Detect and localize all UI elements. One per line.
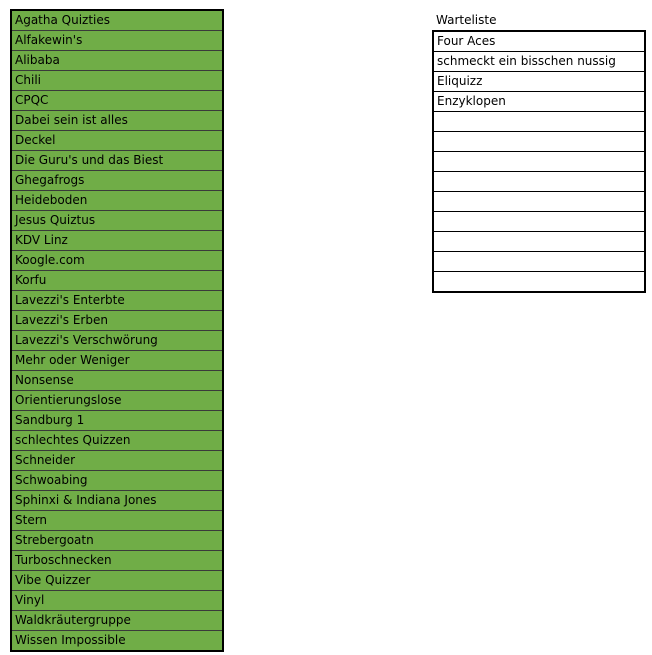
team-cell[interactable]: Dabei sein ist alles <box>12 111 222 131</box>
team-cell[interactable]: Korfu <box>12 271 222 291</box>
team-cell[interactable]: Deckel <box>12 131 222 151</box>
team-cell[interactable]: Die Guru's und das Biest <box>12 151 222 171</box>
waitlist-cell[interactable] <box>434 212 644 232</box>
waitlist-cell[interactable] <box>434 172 644 192</box>
waitlist-cell[interactable] <box>434 272 644 291</box>
team-cell[interactable]: Vibe Quizzer <box>12 571 222 591</box>
team-cell[interactable]: Chili <box>12 71 222 91</box>
team-cell[interactable]: Ghegafrogs <box>12 171 222 191</box>
team-cell[interactable]: Lavezzi's Enterbte <box>12 291 222 311</box>
waitlist-table <box>432 30 646 293</box>
team-cell[interactable]: schlechtes Quizzen <box>12 431 222 451</box>
waitlist-cell[interactable]: Eliquizz <box>434 72 644 92</box>
waitlist-cell[interactable] <box>434 192 644 212</box>
team-cell[interactable]: Stern <box>12 511 222 531</box>
team-cell[interactable]: Koogle.com <box>12 251 222 271</box>
team-cell[interactable]: Heideboden <box>12 191 222 211</box>
team-list <box>10 9 224 652</box>
team-cell[interactable]: Vinyl <box>12 591 222 611</box>
team-cell[interactable]: Turboschnecken <box>12 551 222 571</box>
team-cell[interactable]: Alfakewin's <box>12 31 222 51</box>
waitlist-cell[interactable]: schmeckt ein bisschen nussig <box>434 52 644 72</box>
team-cell[interactable]: Wissen Impossible <box>15 633 126 647</box>
team-cell[interactable]: Nonsense <box>12 371 222 391</box>
waitlist-cell[interactable] <box>434 232 644 252</box>
team-cell[interactable]: Jesus Quiztus <box>12 211 222 231</box>
team-cell[interactable]: Alibaba <box>12 51 222 71</box>
team-cell[interactable]: CPQC <box>12 91 222 111</box>
team-cell[interactable]: Agatha Quizties <box>12 11 222 31</box>
team-cell[interactable]: Orientierungslose <box>12 391 222 411</box>
team-cell[interactable]: Strebergoatn <box>12 531 222 551</box>
waitlist-cell[interactable] <box>434 112 644 132</box>
team-cell[interactable]: Sandburg 1 <box>12 411 222 431</box>
waitlist-cell[interactable] <box>434 152 644 172</box>
team-cell[interactable]: Schwoabing <box>12 471 222 491</box>
waitlist-cell[interactable]: Enzyklopen <box>434 92 644 112</box>
team-cell[interactable]: Schneider <box>12 451 222 471</box>
team-cell[interactable]: Waldkräutergruppe <box>12 611 222 631</box>
waitlist-title: Warteliste <box>436 13 497 27</box>
waitlist-cell[interactable] <box>434 252 644 272</box>
team-cell[interactable]: Lavezzi's Erben <box>12 311 222 331</box>
waitlist-cell[interactable]: Four Aces <box>434 32 644 52</box>
waitlist-cell[interactable] <box>434 132 644 152</box>
team-cell[interactable]: KDV Linz <box>12 231 222 251</box>
team-cell[interactable]: Lavezzi's Verschwörung <box>12 331 222 351</box>
team-cell[interactable]: Mehr oder Weniger <box>12 351 222 371</box>
team-cell[interactable]: Sphinxi & Indiana Jones <box>12 491 222 511</box>
